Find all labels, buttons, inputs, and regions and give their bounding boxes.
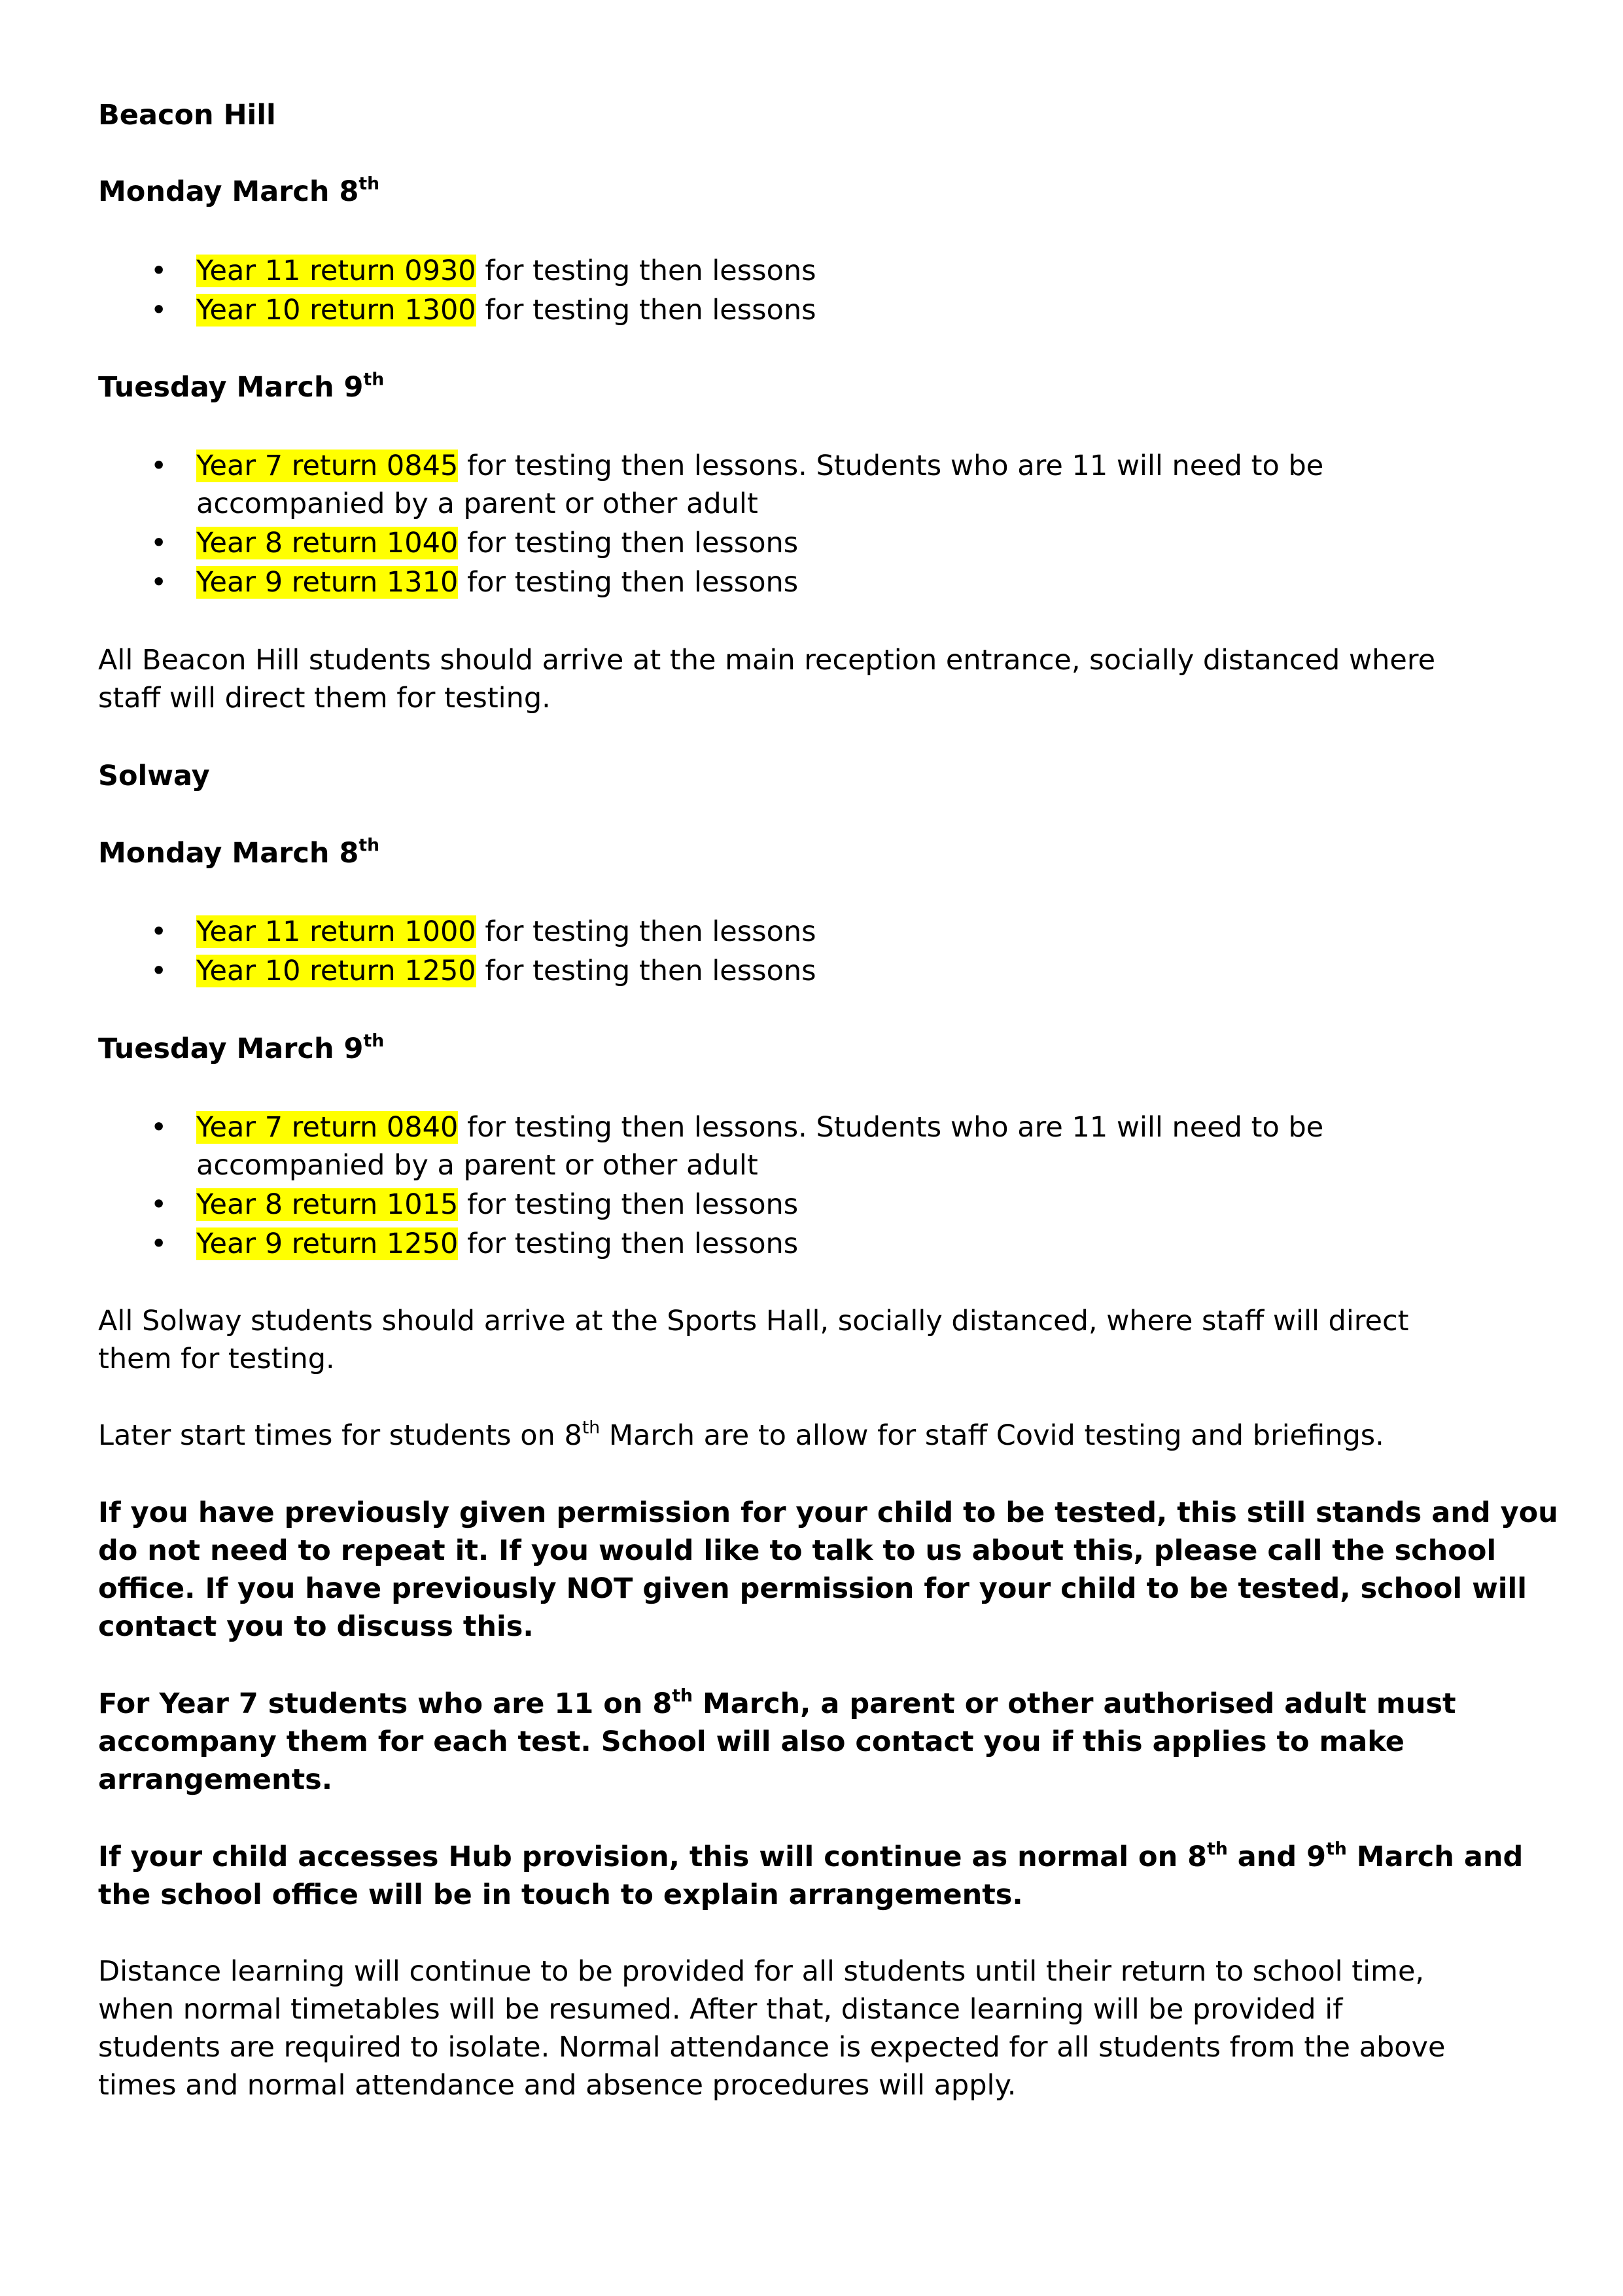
year7-paragraph-line: For Year 7 students who are 11 on 8th March, a parent or other authorised adult must: [98, 1686, 1456, 1720]
section-title-solway: Solway: [98, 760, 210, 792]
list-item-continuation: accompanied by a parent or other adult: [196, 487, 758, 520]
highlighted-time: Year 8 return 1015: [196, 1188, 459, 1221]
permission-paragraph-line: If you have previously given permission for your child to be tested, this still stands and you: [98, 1496, 1558, 1529]
list-item: • Year 8 return 1040 for testing then lessons: [196, 524, 798, 562]
list-item: • Year 10 return 1300 for testing then lessons: [196, 291, 816, 329]
section-title-beacon-hill: Beacon Hill: [98, 99, 276, 132]
permission-paragraph-line: do not need to repeat it. If you would like to talk to us about this, please call the school: [98, 1534, 1497, 1567]
list-item: • Year 7 return 0840 for testing then lessons. Students who are 11 will need to be: [196, 1108, 1323, 1146]
highlighted-time: Year 10 return 1300: [196, 294, 476, 327]
list-item: • Year 11 return 1000 for testing then lessons: [196, 913, 816, 951]
arrival-note-line: All Beacon Hill students should arrive at the main reception entrance, socially distanced where: [98, 644, 1436, 677]
bullet-icon: •: [150, 955, 167, 987]
arrival-note-line: All Solway students should arrive at the Sports Hall, socially distanced, where staff will direct: [98, 1305, 1409, 1337]
list-item-continuation: accompanied by a parent or other adult: [196, 1149, 758, 1182]
hub-paragraph-line: If your child accesses Hub provision, this will continue as normal on 8th and 9th March and: [98, 1839, 1524, 1873]
bullet-icon: •: [150, 1227, 167, 1260]
permission-paragraph-line: office. If you have previously NOT given permission for your child to be tested, school will: [98, 1572, 1527, 1605]
bullet-icon: •: [150, 255, 167, 287]
year7-paragraph-line: accompany them for each test. School will also contact you if this applies to make: [98, 1725, 1405, 1758]
bullet-icon: •: [150, 915, 167, 948]
bullet-icon: •: [150, 294, 167, 327]
list-item: • Year 8 return 1015 for testing then lessons: [196, 1186, 798, 1224]
distance-paragraph-line: Distance learning will continue to be provided for all students until their return to school time,: [98, 1955, 1425, 1988]
day-heading-tuesday: Tuesday March 9th: [98, 1031, 385, 1065]
list-item: • Year 7 return 0845 for testing then lessons. Students who are 11 will need to be: [196, 447, 1323, 485]
bullet-icon: •: [150, 566, 167, 599]
highlighted-time: Year 8 return 1040: [196, 527, 459, 559]
distance-paragraph-line: when normal timetables will be resumed. After that, distance learning will be provided if: [98, 1993, 1343, 2026]
bullet-icon: •: [150, 1188, 167, 1221]
list-item: • Year 9 return 1250 for testing then lessons: [196, 1225, 798, 1263]
highlighted-time: Year 10 return 1250: [196, 955, 476, 987]
highlighted-time: Year 11 return 0930: [196, 255, 476, 287]
list-item: • Year 10 return 1250 for testing then lessons: [196, 952, 816, 990]
bullet-icon: •: [150, 1111, 167, 1144]
year7-paragraph-line: arrangements.: [98, 1763, 333, 1796]
highlighted-time: Year 7 return 0845: [196, 450, 459, 482]
highlighted-time: Year 7 return 0840: [196, 1111, 459, 1144]
hub-paragraph-line: the school office will be in touch to explain arrangements.: [98, 1879, 1023, 1911]
list-item: • Year 9 return 1310 for testing then lessons: [196, 563, 798, 601]
arrival-note-line: them for testing.: [98, 1343, 335, 1375]
bullet-icon: •: [150, 527, 167, 559]
distance-paragraph-line: times and normal attendance and absence procedures will apply.: [98, 2069, 1017, 2102]
day-heading-tuesday: Tuesday March 9th: [98, 369, 385, 404]
bullet-icon: •: [150, 450, 167, 482]
permission-paragraph-line: contact you to discuss this.: [98, 1610, 534, 1643]
highlighted-time: Year 9 return 1250: [196, 1227, 459, 1260]
highlighted-time: Year 11 return 1000: [196, 915, 476, 948]
day-heading-monday: Monday March 8th: [98, 835, 380, 870]
distance-paragraph-line: students are required to isolate. Normal attendance is expected for all students from the above: [98, 2031, 1446, 2064]
list-item: • Year 11 return 0930 for testing then lessons: [196, 252, 816, 290]
highlighted-time: Year 9 return 1310: [196, 566, 459, 599]
arrival-note-line: staff will direct them for testing.: [98, 682, 551, 715]
later-start-note: Later start times for students on 8th March are to allow for staff Covid testing and briefings.: [98, 1417, 1384, 1452]
day-heading-monday: Monday March 8th: [98, 173, 380, 208]
